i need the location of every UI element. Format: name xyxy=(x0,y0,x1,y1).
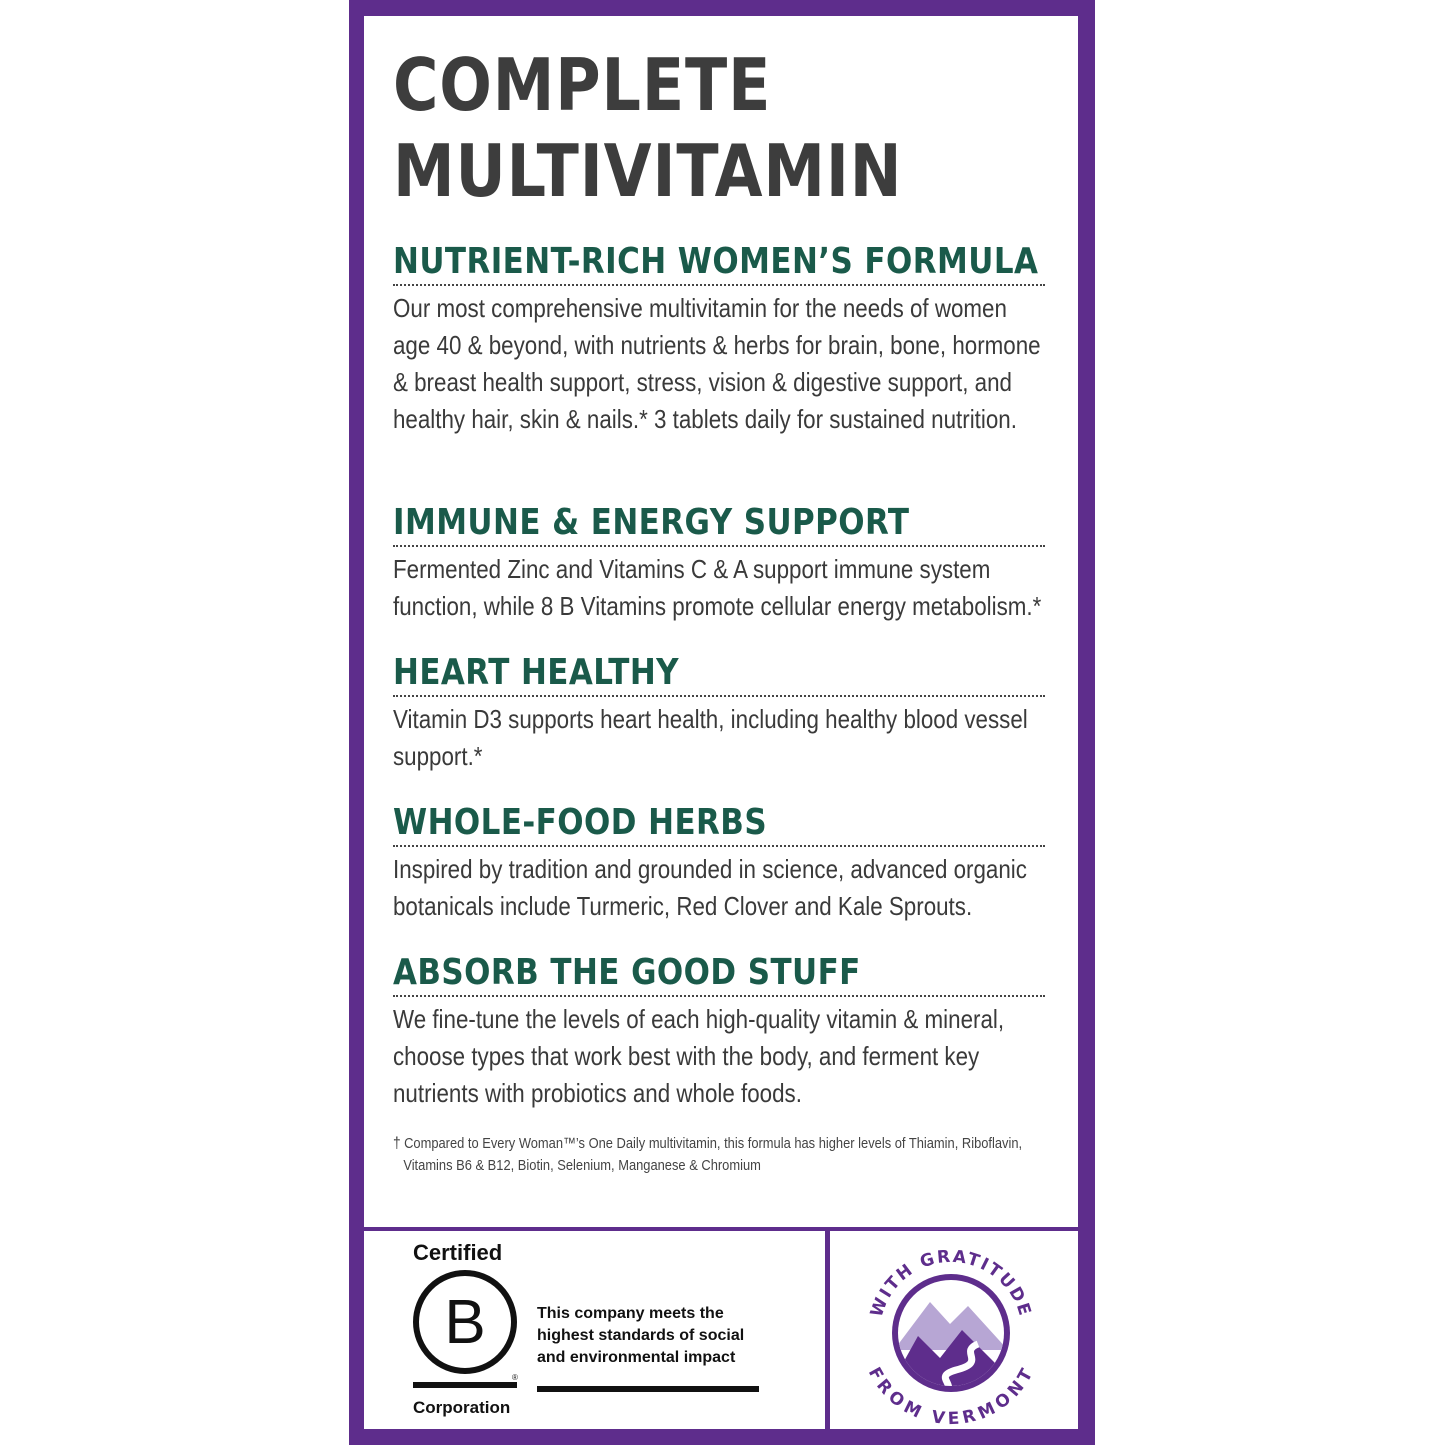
bcorp-corporation-label: Corporation xyxy=(413,1398,511,1417)
bcorp-logo-icon xyxy=(411,1270,521,1390)
dotted-divider xyxy=(393,284,1045,286)
seal-bottom-text: FROM VERMONT xyxy=(863,1364,1039,1426)
title-line-2: MULTIVITAMIN xyxy=(393,129,903,213)
section-body: We fine-tune the levels of each high-quality vitamin & mineral, choose types that work best with the body, and ferment key nutrients with probiotics and whole foods. xyxy=(393,1004,1005,1108)
section-heading: NUTRIENT-RICH WOMEN’S FORMULA xyxy=(393,241,1039,282)
section-absorb xyxy=(393,951,1045,1112)
dagger-mark: † xyxy=(393,1135,401,1152)
title-line-1: COMPLETE xyxy=(393,43,772,127)
bcorp-letter: B xyxy=(444,1288,486,1357)
section-body: Inspired by tradition and grounded in science, advanced organic botanicals include Turmeric, Red Clover and Kale Sprouts. xyxy=(393,854,1027,921)
seal-top-text: WITH GRATITUDE xyxy=(866,1246,1036,1320)
section-body: Fermented Zinc and Vitamins C & A support immune system function, while 8 B Vitamins promote cellular energy metabolism.* xyxy=(393,554,1042,621)
section-whole-food-herbs xyxy=(393,801,1045,925)
footnote-line-2: Vitamins B6 & B12, Biotin, Selenium, Manganese & Chromium xyxy=(403,1157,761,1174)
section-womens-formula xyxy=(393,240,1045,438)
dotted-divider xyxy=(393,845,1045,847)
product-title xyxy=(393,42,902,214)
section-heading: HEART HEALTHY xyxy=(393,652,680,693)
footnote xyxy=(393,1133,1047,1177)
section-heading: IMMUNE & ENERGY SUPPORT xyxy=(393,502,910,543)
bcorp-underline xyxy=(413,1382,517,1388)
dotted-divider xyxy=(393,995,1045,997)
bcorp-statement: This company meets the highest standards of social and environmental impact xyxy=(537,1305,745,1366)
footnote-line-1: Compared to Every Woman™’s One Daily multivitamin, this formula has higher levels of Thiamin, Riboflavin, xyxy=(404,1135,1023,1152)
mountain-scene-icon xyxy=(888,1270,1014,1400)
section-heart-healthy xyxy=(393,651,1045,775)
section-body: Our most comprehensive multivitamin for the needs of women age 40 & beyond, with nutrients & herbs for brain, bone, hormone & breast health support, stress, vision & digestive support, and healthy hair, skin & nails.* 3 tablets daily for sustained nutrition. xyxy=(393,293,1041,434)
section-heading: ABSORB THE GOOD STUFF xyxy=(393,952,861,993)
dotted-divider xyxy=(393,695,1045,697)
dotted-divider xyxy=(393,545,1045,547)
section-body: Vitamin D3 supports heart health, including healthy blood vessel support.* xyxy=(393,704,1028,771)
bcorp-bar xyxy=(537,1386,759,1392)
bcorp-certified-label: Certified xyxy=(413,1240,503,1265)
section-heading: WHOLE-FOOD HERBS xyxy=(393,802,768,843)
section-immune-energy xyxy=(393,501,1045,625)
vermont-seal-icon xyxy=(858,1240,1044,1426)
registered-mark: ® xyxy=(512,1373,518,1382)
